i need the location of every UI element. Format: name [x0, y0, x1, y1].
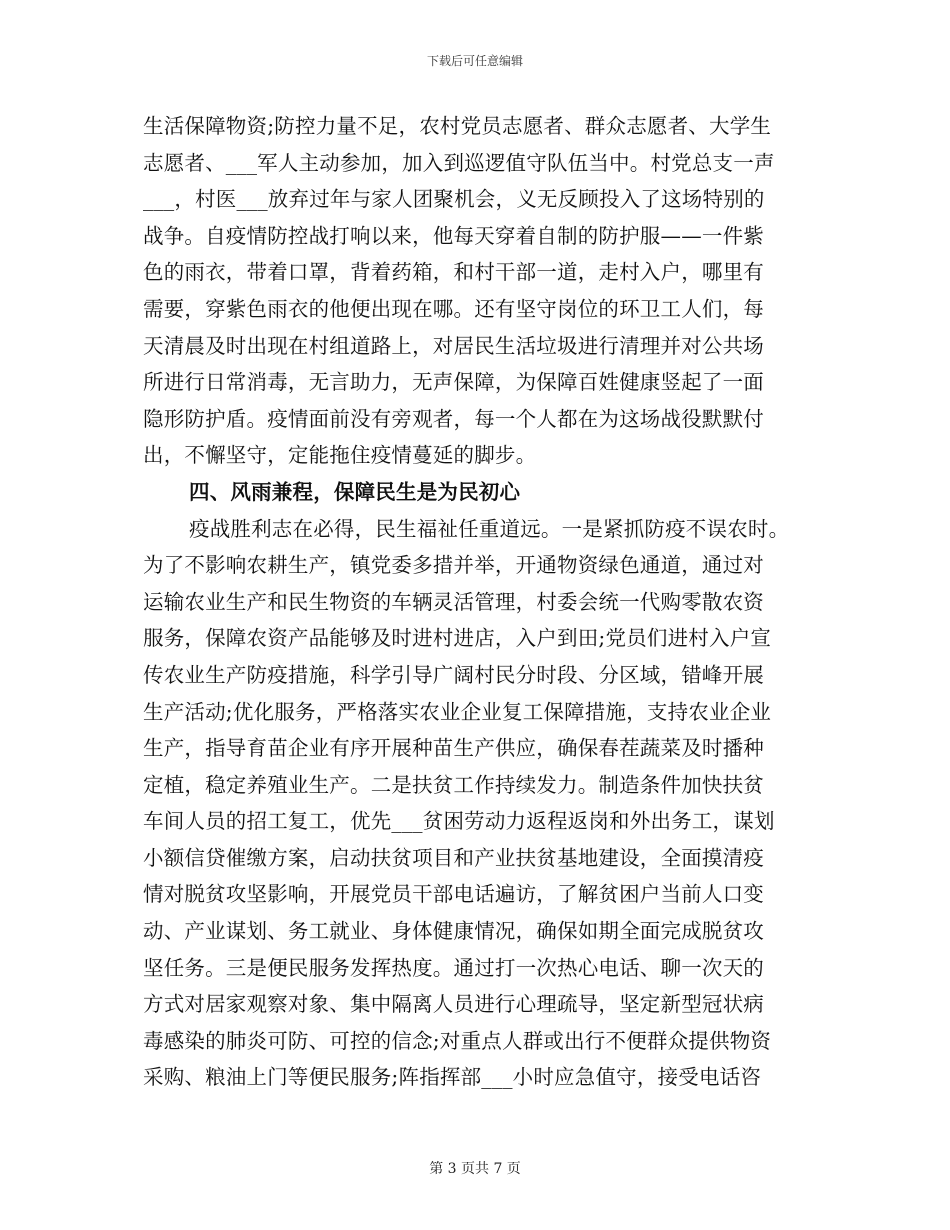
- page-number: 第 3 页共 7 页: [429, 1161, 521, 1177]
- text-line: 天清晨及时出现在村组道路上，对居民生活垃圾进行清理并对公共场: [143, 333, 764, 358]
- text-line: 生活保障物资;防控力量不足，农村党员志愿者、群众志愿者、大学生: [143, 114, 772, 138]
- text-line: 为了不影响农耕生产，镇党委多措并举，开通物资绿色通道，通过对: [143, 553, 764, 578]
- text-line: 方式对居家观察对象、集中隔离人员进行心理疏导，坚定新型冠状病: [143, 992, 764, 1017]
- text-line: 小额信贷催缴方案，启动扶贫项目和产业扶贫基地建设，全面摸清疫: [143, 845, 764, 870]
- text-line: 服务，保障农资产品能够及时进村进店，入户到田;党员们进村入户宣: [143, 626, 772, 651]
- text-line: 出，不懈坚守，定能拖住疫情蔓延的脚步。: [143, 443, 537, 468]
- text-line: 战争。自疫情防控战打响以来，他每天穿着自制的防护服——一件紫: [143, 223, 764, 248]
- text-line: 车间人员的招工复工，优先___贫困劳动力返程返岗和外出务工，谋划: [143, 809, 775, 834]
- text-line: 传农业生产防疫措施，科学引导广阔村民分时段、分区域，错峰开展: [143, 662, 764, 687]
- text-line: 采购、粮油上门等便民服务;阵指挥部___小时应急值守，接受电话咨: [143, 1065, 762, 1090]
- section-heading: 四、风雨兼程，保障民生是为民初心: [189, 479, 521, 504]
- text-line: 毒感染的肺炎可防、可控的信念;对重点人群或出行不便群众提供物资: [143, 1028, 772, 1053]
- text-line: 坚任务。三是便民服务发挥热度。通过打一次热心电话、聊一次天的: [143, 955, 764, 980]
- text-line: ___，村医___放弃过年与家人团聚机会，义无反顾投入了这场特别的: [143, 187, 765, 212]
- text-line: 志愿者、___军人主动参加，加入到巡逻值守队伍当中。村党总支一声: [143, 150, 775, 175]
- text-line: 所进行日常消毒，无言助力，无声保障，为保障百姓健康竖起了一面: [143, 370, 764, 395]
- text-line: 定植，稳定养殖业生产。二是扶贫工作持续发力。制造条件加快扶贫: [143, 772, 764, 797]
- text-line: 色的雨衣，带着口罩，背着药箱，和村干部一道，走村入户，哪里有: [143, 260, 764, 285]
- text-line: 生产，指导育苗企业有序开展种苗生产供应，确保春茬蔬菜及时播种: [143, 736, 764, 761]
- text-line: 生产活动;优化服务，严格落实农业企业复工保障措施，支持农业企业: [143, 699, 772, 724]
- document-body: [143, 108, 813, 1096]
- text-line: 动、产业谋划、务工就业、身体健康情况，确保如期全面完成脱贫攻: [143, 919, 764, 944]
- paragraph-first-line: 疫战胜利志在必得，民生福祉任重道远。一是紧抓防疫不误农时。: [189, 516, 790, 541]
- text-line: 隐形防护盾。疫情面前没有旁观者，每一个人都在为这场战役默默付: [143, 406, 764, 431]
- text-line: 情对脱贫攻坚影响，开展党员干部电话遍访，了解贫困户当前人口变: [143, 882, 764, 907]
- page-header: 下载后可任意编辑: [426, 54, 523, 68]
- text-line: 需要，穿紫色雨衣的他便出现在哪。还有坚守岗位的环卫工人们，每: [143, 296, 764, 321]
- text-line: 运输农业生产和民生物资的车辆灵活管理，村委会统一代购零散农资: [143, 589, 764, 614]
